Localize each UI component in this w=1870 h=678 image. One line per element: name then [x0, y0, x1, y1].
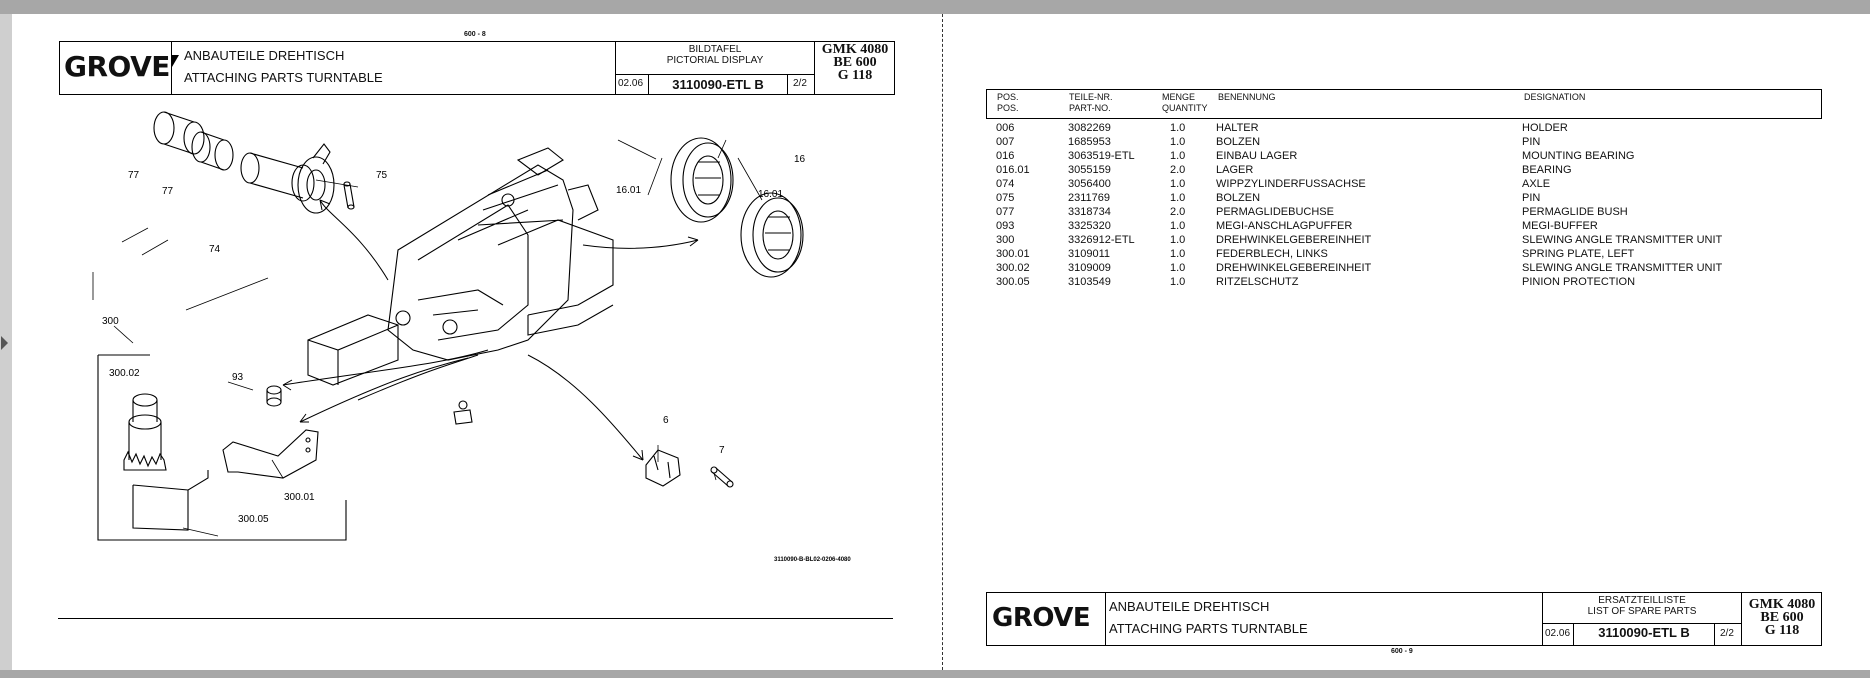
- cell-part: 3325320: [1068, 220, 1111, 232]
- cell-designation: MEGI-BUFFER: [1522, 220, 1598, 232]
- cell-designation: HOLDER: [1522, 122, 1568, 134]
- cell-name: WIPPZYLINDERFUSSACHSE: [1216, 178, 1366, 190]
- cell-part: 3056400: [1068, 178, 1111, 190]
- cell-pos: 300.01: [996, 248, 1030, 260]
- doc-type-en: PICTORIAL DISPLAY: [666, 55, 764, 66]
- cell-designation: SPRING PLATE, LEFT: [1522, 248, 1635, 260]
- callout-label: 16: [794, 154, 806, 165]
- callout-label: 93: [232, 372, 244, 383]
- callout-label: 16.01: [616, 185, 642, 196]
- transmitter-300-02-shape: [124, 394, 166, 470]
- assembly-arrows-shape: [283, 200, 698, 460]
- exploded-parts-drawing: [58, 100, 898, 570]
- right-title-block: [986, 592, 1822, 646]
- col-name: BENENNUNG: [1218, 92, 1276, 102]
- left-page-number: 600 - 8: [464, 31, 486, 38]
- pinion-protection-300-05-shape: [133, 470, 208, 530]
- cell-name: HALTER: [1216, 122, 1259, 134]
- cell-designation: MOUNTING BEARING: [1522, 150, 1635, 162]
- bush-77-a-shape: [154, 112, 204, 154]
- cell-part: 3055159: [1068, 164, 1111, 176]
- cell-part: 3063519-ETL: [1068, 150, 1135, 162]
- cell-pos: 006: [996, 122, 1015, 134]
- spring-plate-300-01-shape: [223, 430, 318, 478]
- cell-pos: 074: [996, 178, 1015, 190]
- table-row: [996, 247, 1822, 261]
- callout-label: 75: [376, 170, 388, 181]
- header-title-en: ATTACHING PARTS TURNTABLE: [184, 70, 383, 85]
- footer-doc-code: 3110090-ETL B: [1598, 625, 1690, 640]
- cell-name: PERMAGLIDEBUCHSE: [1216, 206, 1334, 218]
- cell-pos: 007: [996, 136, 1015, 148]
- callout-label: 300: [102, 316, 119, 327]
- turntable-frame-shape: [388, 148, 613, 360]
- cell-designation: SLEWING ANGLE TRANSMITTER UNIT: [1522, 234, 1723, 246]
- model-line-3: G 118: [837, 68, 873, 83]
- cell-pos: 016: [996, 150, 1015, 162]
- cell-pos: 077: [996, 206, 1015, 218]
- grove-logo: GROVE: [992, 603, 1091, 633]
- cell-designation: BEARING: [1522, 164, 1572, 176]
- cell-part: 3109009: [1068, 262, 1111, 274]
- model-line-2: BE 600: [833, 55, 877, 70]
- parts-list-header: [986, 89, 1822, 119]
- callout-label: 74: [209, 244, 221, 255]
- cell-name: FEDERBLECH, LINKS: [1216, 248, 1328, 260]
- cell-part: 1685953: [1068, 136, 1111, 148]
- header-title-de: ANBAUTEILE DREHTISCH: [184, 48, 345, 63]
- cell-qty: 1.0: [1170, 192, 1186, 204]
- table-row: [996, 121, 1822, 135]
- cell-designation: SLEWING ANGLE TRANSMITTER UNIT: [1522, 262, 1723, 274]
- footer-date: 02.06: [1545, 628, 1571, 639]
- table-row: [996, 233, 1822, 247]
- cell-qty: 1.0: [1170, 220, 1186, 232]
- col-designation: DESIGNATION: [1524, 92, 1586, 102]
- left-page-bottom-rule: [58, 618, 893, 619]
- footer-sheet: 2/2: [1720, 628, 1734, 639]
- callout-label: 6: [663, 415, 669, 426]
- cell-qty: 1.0: [1170, 262, 1186, 274]
- col-pos-de: POS.: [997, 92, 1019, 102]
- table-row: [996, 191, 1822, 205]
- holder-6-shape: [646, 450, 680, 486]
- model-line-1: GMK 4080: [1748, 597, 1816, 612]
- cell-qty: 2.0: [1170, 206, 1186, 218]
- cell-designation: PIN: [1522, 192, 1541, 204]
- pin-7-shape: [711, 467, 733, 487]
- table-row: [996, 135, 1822, 149]
- col-part-de: TEILE-NR.: [1069, 92, 1113, 102]
- bearing-16-01-b-shape: [741, 193, 803, 277]
- logo-separator: [171, 42, 172, 94]
- bush-77-b-shape: [192, 132, 233, 170]
- footer-title-en: ATTACHING PARTS TURNTABLE: [1109, 621, 1308, 636]
- table-row: [996, 149, 1822, 163]
- model-line-1: GMK 4080: [821, 42, 889, 57]
- logo-separator: [1105, 593, 1106, 645]
- right-page-number: 600 - 9: [1391, 648, 1413, 655]
- cell-name: EINBAU LAGER: [1216, 150, 1298, 162]
- col-qty-en: QUANTITY: [1162, 103, 1208, 113]
- callout-label: 7: [719, 445, 725, 456]
- drawing-reference: 3110090-B-BL02-0206-4080: [774, 557, 851, 563]
- cell-qty: 1.0: [1170, 178, 1186, 190]
- callout-label: 300.05: [238, 514, 269, 525]
- cell-designation: PINION PROTECTION: [1522, 276, 1636, 288]
- callout-label: 300.01: [284, 492, 315, 503]
- header-date: 02.06: [618, 78, 644, 89]
- cell-pos: 300.05: [996, 276, 1030, 288]
- col-qty-de: MENGE: [1162, 92, 1196, 102]
- model-line-2: BE 600: [1760, 610, 1804, 625]
- cell-designation: AXLE: [1522, 178, 1551, 190]
- col-pos-en: POS.: [997, 103, 1019, 113]
- doc-type-de: ERSATZTEILLISTE: [1598, 595, 1686, 606]
- header-doc-code: 3110090-ETL B: [672, 77, 764, 92]
- mouse-cursor-icon: [172, 55, 179, 67]
- sheet-separator: [1714, 623, 1715, 645]
- left-title-block: [59, 41, 895, 95]
- cell-qty: 1.0: [1170, 248, 1186, 260]
- viewer-bottom-bar: [0, 670, 1870, 678]
- cell-qty: 2.0: [1170, 164, 1186, 176]
- cell-qty: 1.0: [1170, 234, 1186, 246]
- cell-part: 3082269: [1068, 122, 1111, 134]
- group-300-frame: [98, 355, 346, 540]
- model-line-3: G 118: [1764, 623, 1800, 638]
- cell-pos: 016.01: [996, 164, 1030, 176]
- cell-pos: 093: [996, 220, 1015, 232]
- footer-title-de: ANBAUTEILE DREHTISCH: [1109, 599, 1270, 614]
- col-part-en: PART-NO.: [1069, 103, 1111, 113]
- callout-label: 77: [128, 170, 140, 181]
- table-row: [996, 219, 1822, 233]
- cell-name: DREHWINKELGEBEREINHEIT: [1216, 262, 1372, 274]
- cell-name: LAGER: [1216, 164, 1254, 176]
- bearing-16-01-a-shape: [671, 138, 733, 222]
- cell-part: 2311769: [1068, 192, 1111, 204]
- cell-name: BOLZEN: [1216, 136, 1261, 148]
- cell-qty: 1.0: [1170, 276, 1186, 288]
- cell-pos: 075: [996, 192, 1015, 204]
- sidebar-expand-arrow-icon[interactable]: [1, 336, 8, 350]
- callout-label: 300.02: [109, 368, 140, 379]
- parts-list-table: [996, 121, 1822, 289]
- cell-name: BOLZEN: [1216, 192, 1261, 204]
- cell-pos: 300: [996, 234, 1015, 246]
- cell-part: 3109011: [1068, 248, 1111, 260]
- cell-part: 3326912-ETL: [1068, 234, 1135, 246]
- cell-name: DREHWINKELGEBEREINHEIT: [1216, 234, 1372, 246]
- table-row: [996, 275, 1822, 289]
- cell-name: MEGI-ANSCHLAGPUFFER: [1216, 220, 1353, 232]
- cell-qty: 1.0: [1170, 122, 1186, 134]
- page-divider: [942, 14, 943, 670]
- callout-label: 77: [162, 186, 174, 197]
- doc-type-en: LIST OF SPARE PARTS: [1587, 606, 1697, 617]
- cell-qty: 1.0: [1170, 150, 1186, 162]
- table-row: [996, 163, 1822, 177]
- cell-pos: 300.02: [996, 262, 1030, 274]
- sensor-unit-shape: [454, 401, 472, 424]
- grove-logo: GROVE: [64, 50, 170, 83]
- cell-qty: 1.0: [1170, 136, 1186, 148]
- table-row: [996, 261, 1822, 275]
- sheet-separator: [787, 74, 788, 94]
- callout-label: 16.01: [758, 189, 784, 200]
- doc-type-de: BILDTAFEL: [688, 44, 742, 55]
- buffer-93-shape: [267, 386, 281, 406]
- table-row: [996, 205, 1822, 219]
- header-sheet: 2/2: [793, 78, 807, 89]
- cell-part: 3318734: [1068, 206, 1111, 218]
- callout-leader-lines: [93, 140, 762, 536]
- viewer-top-bar: [0, 0, 1870, 14]
- cell-part: 3103549: [1068, 276, 1111, 288]
- code-row-line: [615, 74, 815, 75]
- cell-name: RITZELSCHUTZ: [1216, 276, 1299, 288]
- table-row: [996, 177, 1822, 191]
- cell-designation: PIN: [1522, 136, 1541, 148]
- code-row-line: [1542, 623, 1742, 624]
- cell-designation: PERMAGLIDE BUSH: [1522, 206, 1628, 218]
